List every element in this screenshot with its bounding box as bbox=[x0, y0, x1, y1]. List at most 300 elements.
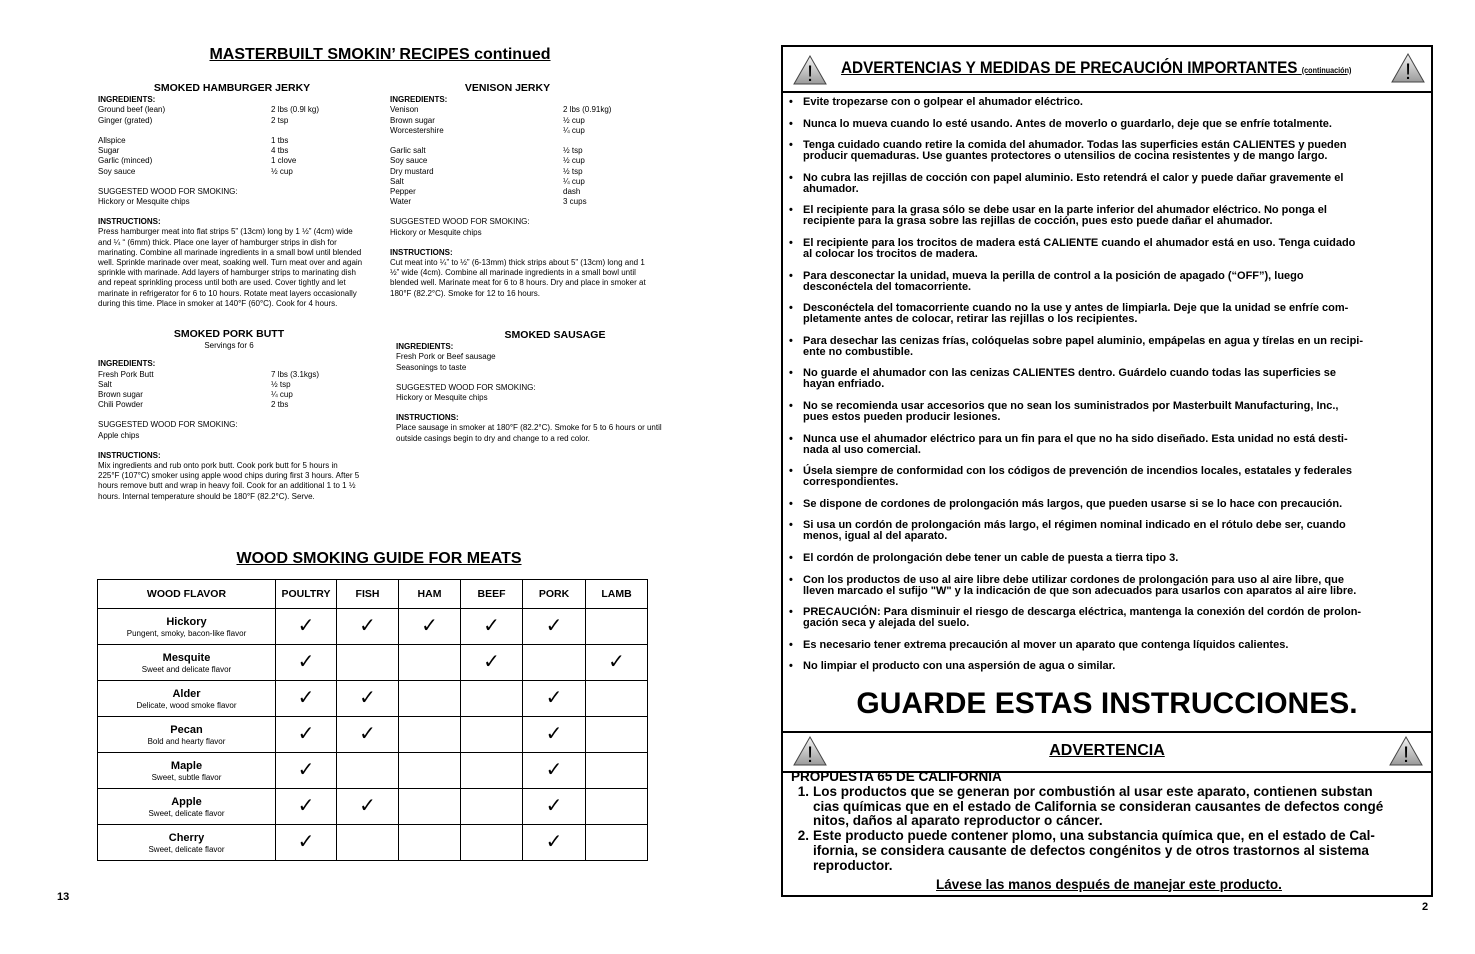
warning-bullet bbox=[789, 661, 1425, 672]
ingredient-row bbox=[390, 177, 655, 187]
mark-cell bbox=[399, 717, 461, 753]
ingredient-qty: 1 tbs bbox=[271, 136, 289, 145]
mark-cell bbox=[586, 609, 648, 645]
mark-cell bbox=[461, 753, 523, 789]
bullet-icon: • bbox=[789, 269, 793, 282]
warnings-header bbox=[783, 47, 1431, 93]
ingredient-name: Worcestershire bbox=[390, 125, 444, 135]
ingredient-name: Fresh Pork Butt bbox=[98, 369, 154, 379]
wood-cell bbox=[98, 753, 276, 789]
bullet-text bbox=[803, 303, 1348, 325]
wood-name: Cherry bbox=[168, 831, 205, 844]
bullet-line: El recipiente para los trocitos de madera está CALIENTE cuando el ahumador está en uso. Tenga cuidado bbox=[803, 236, 1356, 249]
ingredient-name: Venison bbox=[390, 105, 419, 115]
ingredient-qty: 3 cups bbox=[563, 197, 587, 207]
bullet-icon: • bbox=[789, 432, 793, 445]
recipe-venison-jerky bbox=[390, 83, 655, 299]
warnings-subtitle: (continuación) bbox=[1301, 66, 1352, 75]
ingredient-list bbox=[98, 370, 360, 411]
bullet-line: hayan enfriado. bbox=[803, 378, 885, 391]
bullet-line: Para desconectar la unidad, mueva la perilla de control a la posición de apagado (“OFF”), luego bbox=[803, 269, 1304, 282]
bullet-icon: • bbox=[789, 367, 793, 380]
bullet-line: Se dispone de cordones de prolongación más largos, que pueden usarse si se lo hace con precaución. bbox=[803, 497, 1343, 510]
mark-cell bbox=[276, 681, 337, 717]
ingredient-qty: 7 lbs (3.1kgs) bbox=[271, 369, 320, 379]
checkmark-icon: ✓ bbox=[359, 615, 376, 637]
instructions-text: Mix ingredients and rub onto pork butt. Cook pork butt for 5 hours in 225°F (107°C) smoker using apple wood chips during first 3 hours. After 5 hours remove butt and wrap in heavy foil. Cook for an additional 1 to 1 ½ hours. Internal temperature should be 180°F (82.2°C). Serve. bbox=[98, 461, 360, 501]
table-header-row bbox=[98, 580, 648, 609]
checkmark-icon: ✓ bbox=[421, 615, 438, 637]
warning-bullet bbox=[789, 238, 1425, 260]
table-row bbox=[98, 753, 648, 789]
table-row bbox=[98, 825, 648, 861]
mark-cell bbox=[276, 645, 337, 681]
ingredient-list bbox=[390, 105, 655, 207]
mark-cell bbox=[337, 753, 399, 789]
wood-description: Sweet and delicate flavor bbox=[141, 664, 232, 674]
ingredient-name: Brown sugar bbox=[390, 115, 435, 125]
checkmark-icon: ✓ bbox=[545, 615, 563, 637]
bullet-line: menos, igual al del aparato. bbox=[803, 530, 948, 543]
mark-cell bbox=[337, 645, 399, 681]
recipe-title: VENISON JERKY bbox=[464, 82, 551, 94]
bullet-line: Si usa un cordón de prolongación más largo, el régimen nominal indicado en el rótulo debe ser, cuando bbox=[803, 519, 1346, 532]
header-fish: FISH bbox=[337, 580, 399, 609]
wood-value: Hickory or Mesquite chips bbox=[390, 227, 482, 237]
ingredient-qty: 2 tbs bbox=[271, 400, 289, 410]
warning-bullet bbox=[789, 553, 1425, 564]
ingredient-name: Pepper bbox=[390, 187, 416, 197]
ingredient-row bbox=[98, 167, 366, 177]
wood-label: SUGGESTED WOOD FOR SMOKING: bbox=[98, 186, 238, 196]
mark-cell bbox=[399, 681, 461, 717]
bullet-icon: • bbox=[789, 497, 793, 510]
bullet-icon: • bbox=[789, 638, 793, 651]
instructions-text: Place sausage in smoker at 180°F (82.2°C). Smoke for 5 to 6 hours or until outside casings begin to dry and change to a red color. bbox=[396, 423, 662, 443]
ingredient-row bbox=[98, 136, 366, 146]
bullet-line: Desconéctela del tomacorriente cuando no la use y antes de limpiarla. Deje que la unidad se enfríe com- bbox=[803, 302, 1349, 315]
bullet-text bbox=[803, 466, 1352, 488]
checkmark-icon: ✓ bbox=[545, 759, 563, 781]
mark-cell bbox=[586, 717, 648, 753]
mark-cell bbox=[337, 789, 399, 825]
checkmark-icon: ✓ bbox=[545, 795, 563, 817]
mark-cell bbox=[523, 825, 586, 861]
ingredient-name: Garlic salt bbox=[390, 146, 426, 156]
mark-cell bbox=[461, 609, 523, 645]
checkmark-icon: ✓ bbox=[297, 687, 315, 709]
recipe-title: SMOKED SAUSAGE bbox=[504, 329, 606, 341]
mark-cell bbox=[337, 681, 399, 717]
mark-cell bbox=[399, 609, 461, 645]
mark-cell bbox=[337, 717, 399, 753]
ingredient-qty: dash bbox=[563, 187, 581, 197]
ingredient-qty: ½ tsp bbox=[271, 379, 291, 389]
prop-item-number: 1. bbox=[797, 783, 809, 799]
proposition-65 bbox=[791, 770, 1427, 892]
svg-text:!: ! bbox=[806, 61, 814, 85]
prop-item bbox=[791, 785, 1427, 829]
mark-cell bbox=[523, 681, 586, 717]
bullet-line: Para desechar las cenizas frías, colóquelas sobre papel aluminio, empápelas en agua y tírelas en un recipi- bbox=[803, 334, 1364, 347]
ingredient-row bbox=[390, 105, 655, 115]
ingredient-row bbox=[390, 167, 655, 177]
instructions-label: INSTRUCTIONS: bbox=[98, 450, 161, 460]
wood-label: SUGGESTED WOOD FOR SMOKING: bbox=[98, 420, 238, 430]
bullet-line: No se recomienda usar accesorios que no sean los suministrados por Masterbuilt Manufacturing, Inc., bbox=[803, 399, 1339, 412]
checkmark-icon: ✓ bbox=[297, 651, 315, 673]
bullet-line: Es necesario tener extrema precaución al mover un aparato que contenga líquidos calientes. bbox=[803, 638, 1289, 651]
mark-cell bbox=[337, 609, 399, 645]
header-wood-flavor: WOOD FLAVOR bbox=[98, 580, 276, 609]
bullet-line: correspondientes. bbox=[803, 476, 899, 489]
ingredient-qty: 2 lbs (0.9l kg) bbox=[271, 105, 320, 115]
ingredient-qty: ¼ cup bbox=[271, 390, 293, 400]
bullet-line: al colocar los trocitos de madera. bbox=[803, 247, 978, 260]
bullet-text bbox=[803, 434, 1348, 456]
ingredient-row bbox=[98, 146, 366, 156]
wood-name: Hickory bbox=[166, 615, 207, 628]
advertencia-bar bbox=[783, 731, 1431, 773]
checkmark-icon: ✓ bbox=[545, 831, 563, 853]
ingredient-qty: 2 lbs (0.91kg) bbox=[563, 105, 612, 115]
mark-cell bbox=[276, 789, 337, 825]
bullet-line: PRECAUCIÓN: Para disminuir el riesgo de descarga eléctrica, mantenga la conexión del cordón de prolon- bbox=[803, 606, 1362, 619]
bullet-text bbox=[803, 607, 1361, 629]
svg-text:!: ! bbox=[1402, 742, 1410, 766]
checkmark-icon: ✓ bbox=[359, 723, 376, 745]
mark-cell bbox=[461, 789, 523, 825]
bullet-text bbox=[803, 368, 1336, 390]
ingredient-qty: ½ cup bbox=[563, 156, 585, 166]
table-row bbox=[98, 609, 648, 645]
bullet-line: recipiente para la grasa sobre las rejillas de cocción, pues esto puede dañar el ahumador. bbox=[803, 215, 1273, 228]
bullet-line: ahumador. bbox=[803, 182, 859, 195]
bullet-line: Con los productos de uso al aire libre debe utilizar cordones de prolongación para uso al aire libre, que bbox=[803, 573, 1344, 586]
wood-name: Maple bbox=[170, 759, 203, 772]
ingredient-name: Ground beef (lean) bbox=[98, 105, 166, 115]
guide-body bbox=[98, 609, 648, 861]
bullet-line: Tenga cuidado cuando retire la comida del ahumador. Todas las superficies están CALIENTES y pueden bbox=[803, 139, 1347, 152]
header-beef: BEEF bbox=[461, 580, 523, 609]
prop-item-text bbox=[813, 785, 1383, 829]
wood-cell bbox=[98, 609, 276, 645]
prop-title: PROPUESTA 65 DE CALIFORNIA bbox=[791, 769, 1002, 784]
wood-cell bbox=[98, 825, 276, 861]
mark-cell bbox=[586, 753, 648, 789]
bullet-icon: • bbox=[789, 117, 793, 130]
ingredient-qty: ½ cup bbox=[563, 115, 585, 125]
bullet-line: Nunca lo mueva cuando lo esté usando. Antes de moverlo o guardarlo, deje que se enfríe totalmente. bbox=[803, 117, 1332, 130]
ingredient-name bbox=[98, 126, 271, 136]
warning-icon bbox=[793, 55, 827, 85]
wood-description: Pungent, smoky, bacon-like flavor bbox=[126, 628, 247, 638]
ingredient-row bbox=[390, 116, 655, 126]
checkmark-icon: ✓ bbox=[359, 687, 376, 709]
bullet-line: producir quemaduras. Use guantes protectores o utensilios de cocina resistentes y de mango largo. bbox=[803, 150, 1328, 163]
warning-bullet bbox=[789, 119, 1425, 130]
warning-bullet bbox=[789, 640, 1425, 651]
ingredient-name: Soy sauce bbox=[390, 156, 428, 166]
bullet-text bbox=[803, 97, 1083, 108]
mark-cell bbox=[523, 609, 586, 645]
prop-item-number: 2. bbox=[797, 828, 809, 844]
ingredient-row bbox=[98, 400, 360, 410]
ingredient-qty: ¼ cup bbox=[563, 125, 585, 135]
bullet-icon: • bbox=[789, 465, 793, 478]
checkmark-icon: ✓ bbox=[297, 615, 315, 637]
page-number-left: 13 bbox=[57, 891, 70, 903]
guide-title: WOOD SMOKING GUIDE FOR MEATS bbox=[236, 550, 522, 567]
bullet-line: desconéctela del tomacorriente. bbox=[803, 280, 972, 293]
bullet-text bbox=[803, 520, 1346, 542]
ingredient-name: Water bbox=[390, 197, 412, 207]
prop-item-line: reproductor. bbox=[813, 857, 893, 873]
ingredient-name: Ginger (grated) bbox=[98, 115, 153, 125]
warning-bullet bbox=[789, 499, 1425, 510]
bullet-line: No limpiar el producto con una aspersión de agua o similar. bbox=[803, 660, 1116, 673]
warning-bullet bbox=[789, 401, 1425, 423]
ingredient-row bbox=[98, 370, 360, 380]
recipe-title: SMOKED PORK BUTT bbox=[173, 328, 285, 340]
mark-cell bbox=[276, 753, 337, 789]
page-title: MASTERBUILT SMOKIN’ RECIPES continued bbox=[209, 46, 551, 63]
mark-cell bbox=[586, 789, 648, 825]
bullet-text bbox=[803, 553, 1178, 564]
ingredient-qty: ½ tsp bbox=[563, 146, 583, 156]
bullet-line: Nunca use el ahumador eléctrico para un fin para el que no ha sido diseñado. Esta unidad no está desti- bbox=[803, 432, 1348, 445]
bullet-text bbox=[803, 271, 1304, 293]
mark-cell bbox=[461, 645, 523, 681]
ingredients-label: INGREDIENTS: bbox=[98, 95, 156, 105]
checkmark-icon: ✓ bbox=[297, 795, 315, 817]
mark-cell bbox=[523, 645, 586, 681]
wood-cell bbox=[98, 645, 276, 681]
warning-bullet-list bbox=[789, 97, 1425, 683]
ingredient-name: Allspice bbox=[98, 136, 126, 145]
checkmark-icon: ✓ bbox=[545, 723, 563, 745]
ingredient-row bbox=[390, 187, 655, 197]
instructions-label: INSTRUCTIONS: bbox=[98, 217, 161, 227]
bullet-text bbox=[803, 640, 1288, 651]
warning-bullet bbox=[789, 173, 1425, 195]
ingredient-row bbox=[390, 136, 655, 146]
bullet-icon: • bbox=[789, 139, 793, 152]
wood-name: Alder bbox=[172, 687, 201, 700]
warning-bullet bbox=[789, 368, 1425, 390]
checkmark-icon: ✓ bbox=[297, 759, 315, 781]
ingredients-label: INGREDIENTS: bbox=[390, 95, 448, 105]
table-row bbox=[98, 789, 648, 825]
checkmark-icon: ✓ bbox=[608, 651, 625, 673]
header-ham: HAM bbox=[399, 580, 461, 609]
advertencia-title: ADVERTENCIA bbox=[1049, 742, 1165, 759]
bullet-line: nada al uso comercial. bbox=[803, 443, 921, 456]
bullet-line: Úsela siempre de conformidad con los códigos de prevención de incendios locales, estatales y federales bbox=[803, 465, 1352, 478]
ingredient-qty: ¼ cup bbox=[563, 176, 585, 186]
prop-item-text bbox=[813, 829, 1375, 873]
bullet-icon: • bbox=[789, 399, 793, 412]
wood-value: Apple chips bbox=[98, 430, 140, 440]
mark-cell bbox=[586, 825, 648, 861]
bullet-icon: • bbox=[789, 96, 793, 108]
warning-bullet bbox=[789, 607, 1425, 629]
bullet-text bbox=[803, 173, 1343, 195]
ingredient-line: Seasonings to taste bbox=[396, 362, 467, 372]
mark-cell bbox=[461, 681, 523, 717]
warning-bullet bbox=[789, 303, 1425, 325]
prop-item bbox=[791, 829, 1427, 873]
wood-label: SUGGESTED WOOD FOR SMOKING: bbox=[390, 217, 530, 227]
bullet-icon: • bbox=[789, 660, 793, 673]
bullet-icon: • bbox=[789, 573, 793, 586]
warning-bullet bbox=[789, 466, 1425, 488]
header-pork: PORK bbox=[523, 580, 586, 609]
ingredient-row bbox=[98, 116, 366, 126]
prop-item-line: cias químicas que en el estado de California se consideran causantes de defectos congé bbox=[813, 798, 1384, 814]
bullet-line: pues estos pueden producir lesiones. bbox=[803, 410, 1001, 423]
wood-cell bbox=[98, 681, 276, 717]
wood-smoking-guide-table bbox=[97, 579, 648, 861]
warnings-box bbox=[781, 45, 1433, 897]
instructions-text: Cut meat into ¼” to ½” (6-13mm) thick strips about 5” (13cm) long and 1 ½” wide (4cm). Combine all marinade ingredients in a small bowl until blended well. Marinate meat for 6 to 8 hours. Dry and place in smoker at 180°F (82.2°C). Smoke for 12 to 16 hours. bbox=[390, 258, 646, 298]
warnings-title: ADVERTENCIAS Y MEDIDAS DE PRECAUCIÓN IMPORTANTES bbox=[841, 58, 1298, 77]
bullet-text bbox=[803, 119, 1332, 130]
warning-bullet bbox=[789, 434, 1425, 456]
wood-description: Sweet, delicate flavor bbox=[148, 808, 225, 818]
bullet-line: No cubra las rejillas de cocción con papel aluminio. Esto retendrá el calor y puede dañar gravemente el bbox=[803, 171, 1344, 184]
bullet-line: ente no combustible. bbox=[803, 345, 914, 358]
wood-description: Bold and hearty flavor bbox=[147, 736, 226, 746]
ingredient-name: Soy sauce bbox=[98, 166, 136, 176]
ingredient-row bbox=[390, 146, 655, 156]
bullet-text bbox=[803, 499, 1342, 510]
ingredient-name: Sugar bbox=[98, 146, 120, 156]
header-lamb: LAMB bbox=[586, 580, 648, 609]
ingredient-row bbox=[98, 105, 366, 115]
mark-cell bbox=[586, 681, 648, 717]
ingredients-label: INGREDIENTS: bbox=[396, 342, 454, 352]
ingredient-name: Brown sugar bbox=[98, 390, 143, 400]
wood-description: Sweet, delicate flavor bbox=[148, 844, 225, 854]
wood-name: Mesquite bbox=[162, 651, 211, 664]
table-row bbox=[98, 681, 648, 717]
wood-name: Pecan bbox=[170, 723, 203, 736]
ingredient-row bbox=[98, 156, 366, 166]
bullet-text bbox=[803, 661, 1115, 672]
bullet-line: No guarde el ahumador con las cenizas CALIENTES dentro. Guárdelo cuando todas las superficies se bbox=[803, 367, 1337, 380]
bullet-line: Evite tropezarse con o golpear el ahumador eléctrico. bbox=[803, 96, 1083, 108]
warning-bullet bbox=[789, 575, 1425, 597]
bullet-icon: • bbox=[789, 236, 793, 249]
warning-bullet bbox=[789, 97, 1425, 108]
servings: Servings for 6 bbox=[204, 341, 254, 351]
header-poultry: POULTRY bbox=[276, 580, 337, 609]
checkmark-icon: ✓ bbox=[545, 687, 563, 709]
recipe-pork-butt bbox=[98, 329, 360, 502]
mark-cell bbox=[276, 825, 337, 861]
checkmark-icon: ✓ bbox=[297, 723, 315, 745]
ingredient-line: Fresh Pork or Beef sausage bbox=[396, 352, 496, 362]
recipe-title: SMOKED HAMBURGER JERKY bbox=[153, 82, 311, 94]
wood-description: Delicate, wood smoke flavor bbox=[136, 700, 237, 710]
prop-items bbox=[791, 785, 1427, 874]
prop-item-line: nitos, daños al aparato reproductor o cáncer. bbox=[813, 813, 1103, 829]
prop-item-line: ifornia, se considera causante de defectos congénitos y de otros trastornos al sistema bbox=[813, 842, 1369, 858]
table-row bbox=[98, 645, 648, 681]
checkmark-icon: ✓ bbox=[483, 615, 500, 637]
ingredient-qty: 2 tsp bbox=[271, 115, 289, 125]
bullet-icon: • bbox=[789, 302, 793, 315]
checkmark-icon: ✓ bbox=[359, 795, 376, 817]
bullet-line: pletamente antes de colocar, retirar las rejillas o los recipientes. bbox=[803, 313, 1138, 326]
mark-cell bbox=[461, 825, 523, 861]
bullet-text bbox=[803, 140, 1347, 162]
ingredient-list bbox=[98, 105, 366, 176]
checkmark-icon: ✓ bbox=[297, 831, 315, 853]
bullet-line: El recipiente para la grasa sólo se debe usar en la parte inferior del ahumador eléctrico. No ponga el bbox=[803, 204, 1327, 217]
prop-item-line: Este producto puede contener plomo, una substancia química que, en el estado de Cal- bbox=[813, 828, 1375, 844]
warning-bullet bbox=[789, 520, 1425, 542]
guarde-heading: GUARDE ESTAS INSTRUCCIONES. bbox=[856, 687, 1358, 720]
bullet-icon: • bbox=[789, 171, 793, 184]
warning-icon bbox=[1391, 53, 1425, 83]
svg-text:!: ! bbox=[1404, 59, 1412, 83]
svg-text:!: ! bbox=[806, 742, 814, 766]
ingredients-label: INGREDIENTS: bbox=[98, 359, 156, 369]
checkmark-icon: ✓ bbox=[483, 651, 500, 673]
wood-value: Hickory or Mesquite chips bbox=[396, 393, 488, 403]
wood-cell bbox=[98, 789, 276, 825]
table-row bbox=[98, 717, 648, 753]
warning-bullet bbox=[789, 271, 1425, 293]
bullet-icon: • bbox=[789, 519, 793, 532]
mark-cell bbox=[399, 753, 461, 789]
bullet-text bbox=[803, 336, 1363, 358]
bullet-line: lleven marcado el sufijo "W" y la indicación de que son adecuados para usarlos con aparatos al aire libre. bbox=[803, 584, 1357, 597]
warning-bullet bbox=[789, 336, 1425, 358]
ingredient-name: Salt bbox=[390, 176, 404, 186]
mark-cell bbox=[523, 789, 586, 825]
ingredient-qty: 4 tbs bbox=[271, 146, 289, 156]
bullet-text bbox=[803, 238, 1355, 260]
ingredient-row bbox=[390, 197, 655, 207]
ingredient-row bbox=[390, 156, 655, 166]
bullet-line: gación seca y alejada del suelo. bbox=[803, 617, 970, 630]
mark-cell bbox=[399, 645, 461, 681]
mark-cell bbox=[276, 609, 337, 645]
ingredient-qty: ½ tsp bbox=[563, 166, 583, 176]
prop-item-line: Los productos que se generan por combustión al usar este aparato, contienen substan bbox=[813, 783, 1373, 799]
ingredient-name: Chili Powder bbox=[98, 400, 143, 410]
mark-cell bbox=[399, 789, 461, 825]
instructions-label: INSTRUCTIONS: bbox=[390, 247, 453, 257]
ingredient-name bbox=[390, 136, 563, 146]
instructions-text: Press hamburger meat into flat strips 5” (13cm) long by 1 ½” (4cm) wide and ¼ “ (6mm) thick. Place one layer of hamburger strips in dish for marinating. Combine all marinade ingredients in a small bowl until blended well. Sprinkle marinade over meat, soaking well. Turn meat over and again sprinkle with marinade. Add layers of hamburger strips to marinating dish and repeat sprinkling process until both are used. Cover tightly and let marinate in refrigerator for 6 to 10 hours. Rotate meat layers occasionally during this time. Place in smoker at 140°F (60°C). Cook for 4 hours. bbox=[98, 227, 363, 308]
instructions-label: INSTRUCTIONS: bbox=[396, 413, 459, 423]
bullet-text bbox=[803, 575, 1356, 597]
warning-bullet bbox=[789, 205, 1425, 227]
mark-cell bbox=[523, 717, 586, 753]
ingredient-name: Salt bbox=[98, 379, 112, 389]
ingredient-row bbox=[98, 380, 360, 390]
wood-value: Hickory or Mesquite chips bbox=[98, 197, 190, 207]
mark-cell bbox=[399, 825, 461, 861]
mark-cell bbox=[337, 825, 399, 861]
wood-description: Sweet, subtle flavor bbox=[151, 772, 222, 782]
recipe-hamburger-jerky bbox=[98, 83, 366, 309]
bullet-icon: • bbox=[789, 334, 793, 347]
